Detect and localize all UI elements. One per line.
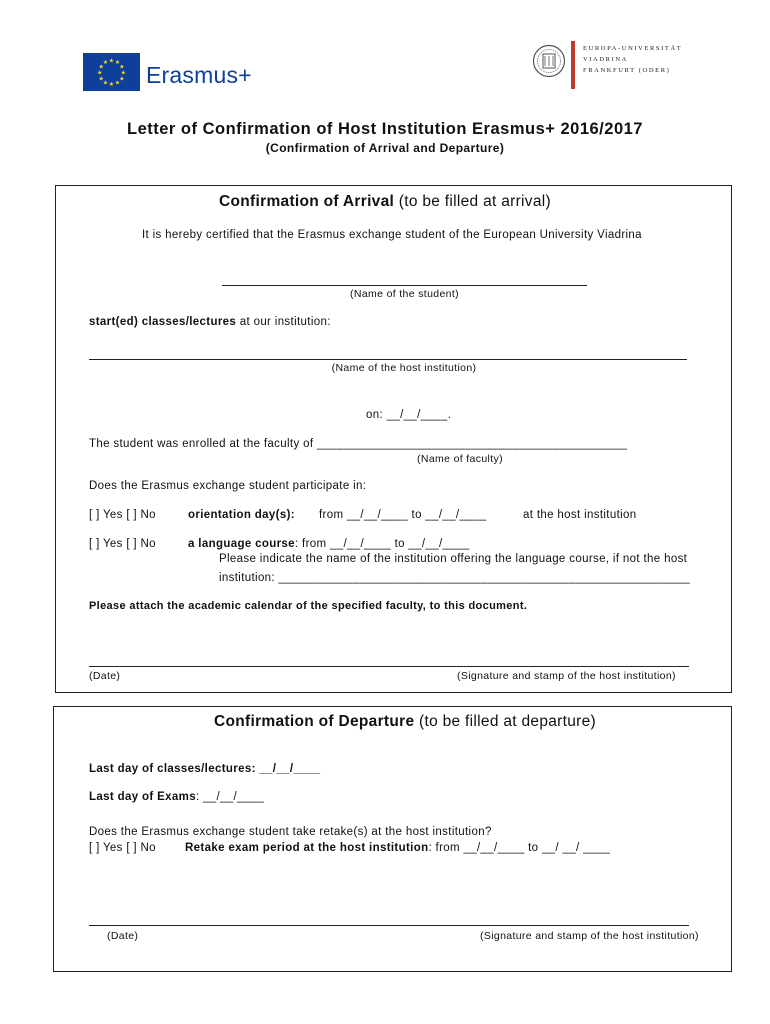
last-classes-field[interactable]: Last day of classes/lectures: __/__/____ bbox=[89, 763, 321, 775]
university-logo-bar bbox=[571, 41, 575, 89]
svg-text:★: ★ bbox=[119, 75, 125, 83]
arrival-signature-line[interactable] bbox=[89, 666, 689, 667]
svg-text:★: ★ bbox=[102, 59, 109, 66]
departure-heading bbox=[0, 713, 770, 731]
host-institution-field[interactable] bbox=[89, 359, 687, 360]
departure-signature-caption: (Signature and stamp of the host institution) bbox=[480, 930, 699, 942]
arrival-heading-bold: Confirmation of Arrival bbox=[219, 193, 395, 210]
svg-text:★: ★ bbox=[114, 79, 121, 87]
orientation-label: orientation day(s): bbox=[188, 509, 295, 521]
arrival-date-field[interactable]: on: __/__/____. bbox=[366, 409, 452, 421]
started-classes-bold: start(ed) classes/lectures bbox=[89, 316, 237, 328]
language-course-line bbox=[188, 538, 469, 550]
university-name-line-2: VIADRINA bbox=[583, 56, 628, 63]
attach-calendar-notice: Please attach the academic calendar of the specified faculty, to this document. bbox=[89, 600, 528, 612]
language-course-instruction: Please indicate the name of the institution offering the language course, if not the host bbox=[219, 553, 688, 565]
retake-period-dates[interactable]: : from __/__/____ to __/ __/ ____ bbox=[428, 842, 611, 854]
university-seal-icon bbox=[532, 44, 566, 78]
retake-period-label: Retake exam period at the host institution bbox=[185, 842, 429, 854]
last-exams-label: Last day of Exams bbox=[89, 791, 196, 803]
certify-text: It is hereby certified that the Erasmus exchange student of the European University Viadrina bbox=[142, 229, 642, 241]
student-name-field[interactable] bbox=[222, 285, 587, 286]
language-institution-field[interactable]: institution: _____________________________________________________________ bbox=[219, 572, 691, 584]
svg-text:★: ★ bbox=[97, 69, 103, 77]
student-name-caption: (Name of the student) bbox=[350, 288, 459, 300]
language-course-label: a language course bbox=[188, 538, 295, 550]
host-institution-caption: (Name of the host institution) bbox=[331, 362, 477, 374]
started-classes-line bbox=[89, 316, 331, 328]
university-name-line-3: FRANKFURT (ODER) bbox=[583, 67, 671, 74]
language-course-checkboxes[interactable]: [ ] Yes [ ] No bbox=[89, 538, 156, 550]
started-classes-rest: at our institution: bbox=[239, 316, 331, 328]
svg-text:★: ★ bbox=[108, 81, 115, 89]
svg-text:★: ★ bbox=[114, 59, 121, 66]
document-subtitle: (Confirmation of Arrival and Departure) bbox=[265, 141, 505, 155]
svg-text:★: ★ bbox=[102, 79, 109, 87]
departure-heading-bold: Confirmation of Departure bbox=[214, 713, 415, 730]
last-exams-field[interactable]: : __/__/____ bbox=[195, 791, 265, 803]
svg-text:★: ★ bbox=[119, 63, 125, 71]
retake-period-line bbox=[185, 842, 610, 854]
university-name-line-1: EUROPA-UNIVERSITÄT bbox=[583, 45, 683, 52]
departure-date-caption: (Date) bbox=[107, 930, 139, 942]
svg-text:★: ★ bbox=[120, 69, 126, 77]
orientation-place: at the host institution bbox=[523, 509, 637, 521]
retake-question: Does the Erasmus exchange student take retake(s) at the host institution? bbox=[89, 826, 492, 838]
document-title: Letter of Confirmation of Host Institution Erasmus+ 2016/2017 bbox=[127, 120, 643, 138]
arrival-date-caption: (Date) bbox=[89, 670, 121, 682]
erasmus-plus-wordmark: Erasmus+ bbox=[146, 62, 252, 88]
last-exams-line bbox=[89, 791, 264, 803]
participate-question: Does the Erasmus exchange student participate in: bbox=[89, 480, 367, 492]
faculty-field[interactable]: The student was enrolled at the faculty of ______________________________________________ bbox=[89, 438, 628, 450]
faculty-caption: (Name of faculty) bbox=[417, 453, 503, 465]
departure-heading-note: (to be filled at departure) bbox=[419, 713, 596, 730]
svg-text:★: ★ bbox=[98, 63, 104, 71]
arrival-signature-caption: (Signature and stamp of the host institution) bbox=[457, 670, 676, 682]
language-course-dates[interactable]: : from __/__/____ to __/__/____ bbox=[294, 538, 470, 550]
svg-text:★: ★ bbox=[108, 57, 115, 65]
arrival-heading-note: (to be filled at arrival) bbox=[398, 193, 551, 210]
eu-stars-icon bbox=[83, 53, 140, 91]
orientation-checkboxes[interactable]: [ ] Yes [ ] No bbox=[89, 509, 156, 521]
svg-text:★: ★ bbox=[98, 75, 104, 83]
eu-flag-logo bbox=[83, 53, 140, 91]
arrival-heading bbox=[0, 193, 770, 211]
orientation-dates[interactable]: from __/__/____ to __/__/____ bbox=[319, 509, 487, 521]
retake-checkboxes[interactable]: [ ] Yes [ ] No bbox=[89, 842, 156, 854]
departure-signature-line[interactable] bbox=[89, 925, 689, 926]
